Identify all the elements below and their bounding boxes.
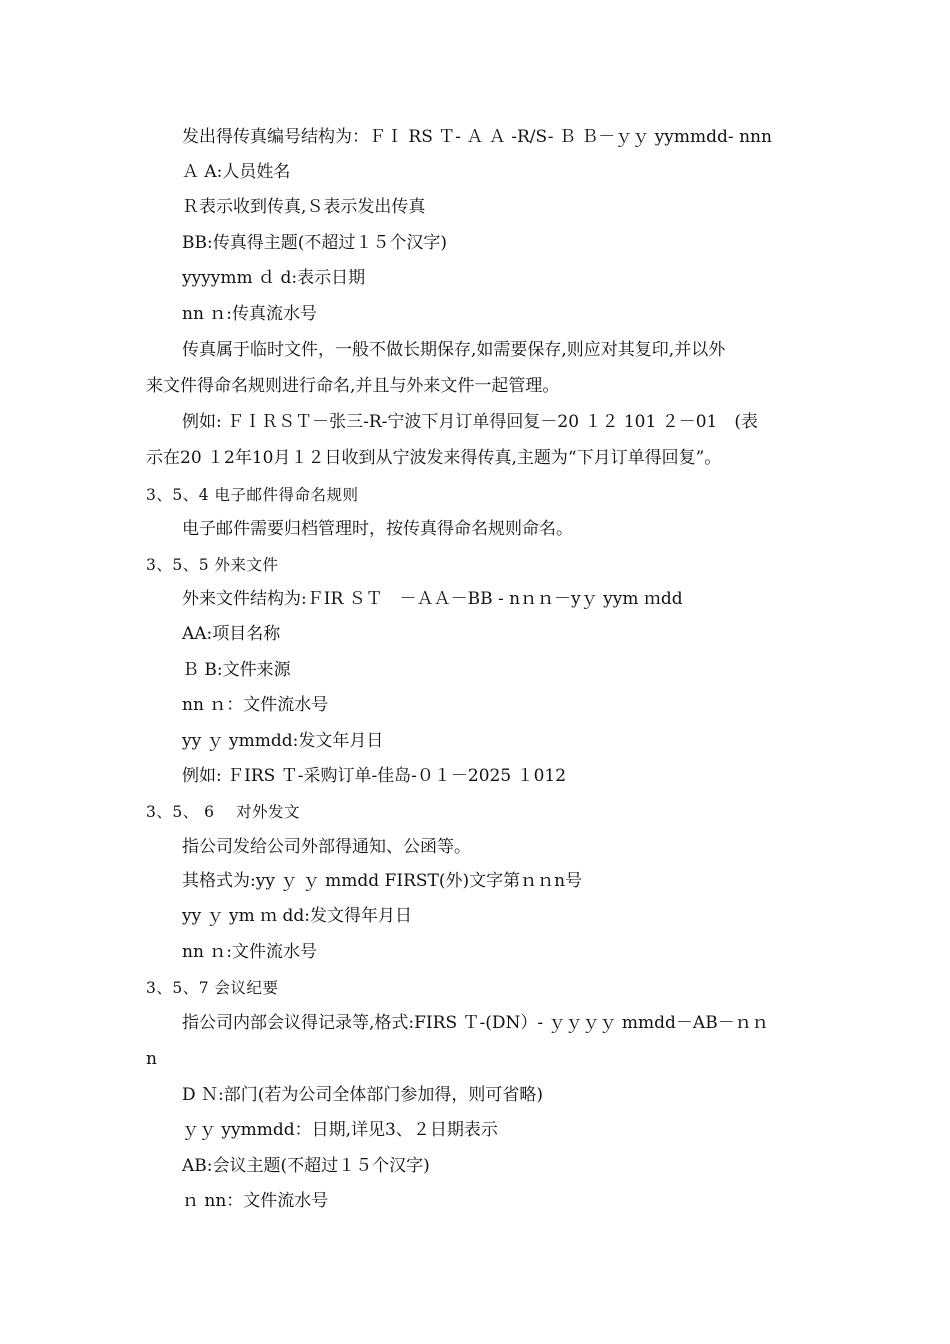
external-date-definition: yy ｙ ymmdd:发文年月日: [182, 731, 384, 751]
outgoing-description: 指公司发给公司外部得通知、公函等。: [182, 837, 471, 857]
external-doc-structure: 外来文件结构为:ＦIR ＳＴ －ＡＡ－BB - nｎｎ－yｙ yym ｍdd: [182, 589, 683, 609]
minutes-serial-definition: ｎ nn：文件流水号: [182, 1191, 329, 1211]
fax-date-definition: yyyymm ｄ d:表示日期: [182, 268, 366, 288]
fax-aa-definition: Ａ A:人员姓名: [182, 162, 291, 182]
external-example: 例如: ＦIRS Ｔ-采购订单-佳岛-０１－2025 １012: [182, 766, 567, 786]
fax-number-structure: 发出得传真编号结构为：ＦＩ RS Ｔ- Ａ Ａ -R/S- Ｂ Ｂ－ｙｙ yymmdd- nnn: [182, 127, 772, 147]
minutes-dn-definition: D Ｎ:部门(若为公司全体部门参加得，则可省略): [182, 1085, 544, 1105]
section-heading-email: 3、5、4 电子邮件得命名规则: [146, 486, 359, 504]
fax-example-cont: 示在20 １2年10月１２日收到从宁波发来得传真,主题为“下月订单得回复”。: [146, 448, 722, 468]
section-heading-outgoing: 3、5、 6 对外发文: [146, 803, 300, 821]
external-serial-definition: nn ｎ：文件流水号: [182, 695, 329, 715]
outgoing-serial-definition: nn ｎ:文件流水号: [182, 942, 318, 962]
fax-retention-paragraph-cont: 来文件得命名规则进行命名,并且与外来文件一起管理。: [146, 376, 560, 396]
minutes-format: 指公司内部会议得记录等,格式:FIRS Ｔ-(DN）- ｙｙｙｙ mmdd－AB－ｎｎ: [182, 1013, 769, 1033]
external-bb-definition: Ｂ B:文件来源: [182, 660, 291, 680]
section-heading-minutes: 3、5、7 会议纪要: [146, 979, 279, 997]
minutes-ab-definition: AB:会议主题(不超过１５个汉字): [182, 1156, 430, 1176]
minutes-format-cont: n: [146, 1049, 157, 1069]
fax-bb-definition: BB:传真得主题(不超过１５个汉字): [182, 233, 447, 253]
fax-retention-paragraph: 传真属于临时文件，一般不做长期保存,如需要保存,则应对其复印,并以外: [182, 340, 726, 360]
fax-example: 例如: ＦＩＲＳＴ－张三-R-宁波下月订单得回复－20 １２ 101 ２－01 (表: [182, 412, 758, 432]
outgoing-date-definition: yy ｙ ym ｍ dd:发文得年月日: [182, 906, 413, 926]
outgoing-format: 其格式为:yy ｙ ｙ mmdd FIRST(外)文字第ｎｎn号: [182, 871, 583, 891]
external-aa-definition: AA:项目名称: [182, 624, 281, 644]
section-heading-external-docs: 3、5、5 外来文件: [146, 556, 279, 574]
email-naming-text: 电子邮件需要归档管理时，按传真得命名规则命名。: [182, 519, 573, 539]
fax-serial-definition: nn ｎ:传真流水号: [182, 304, 318, 324]
fax-rs-definition: Ｒ表示收到传真,Ｓ表示发出传真: [182, 197, 426, 217]
minutes-date-definition: ｙｙ yymmdd：日期,详见3、２日期表示: [182, 1120, 498, 1140]
